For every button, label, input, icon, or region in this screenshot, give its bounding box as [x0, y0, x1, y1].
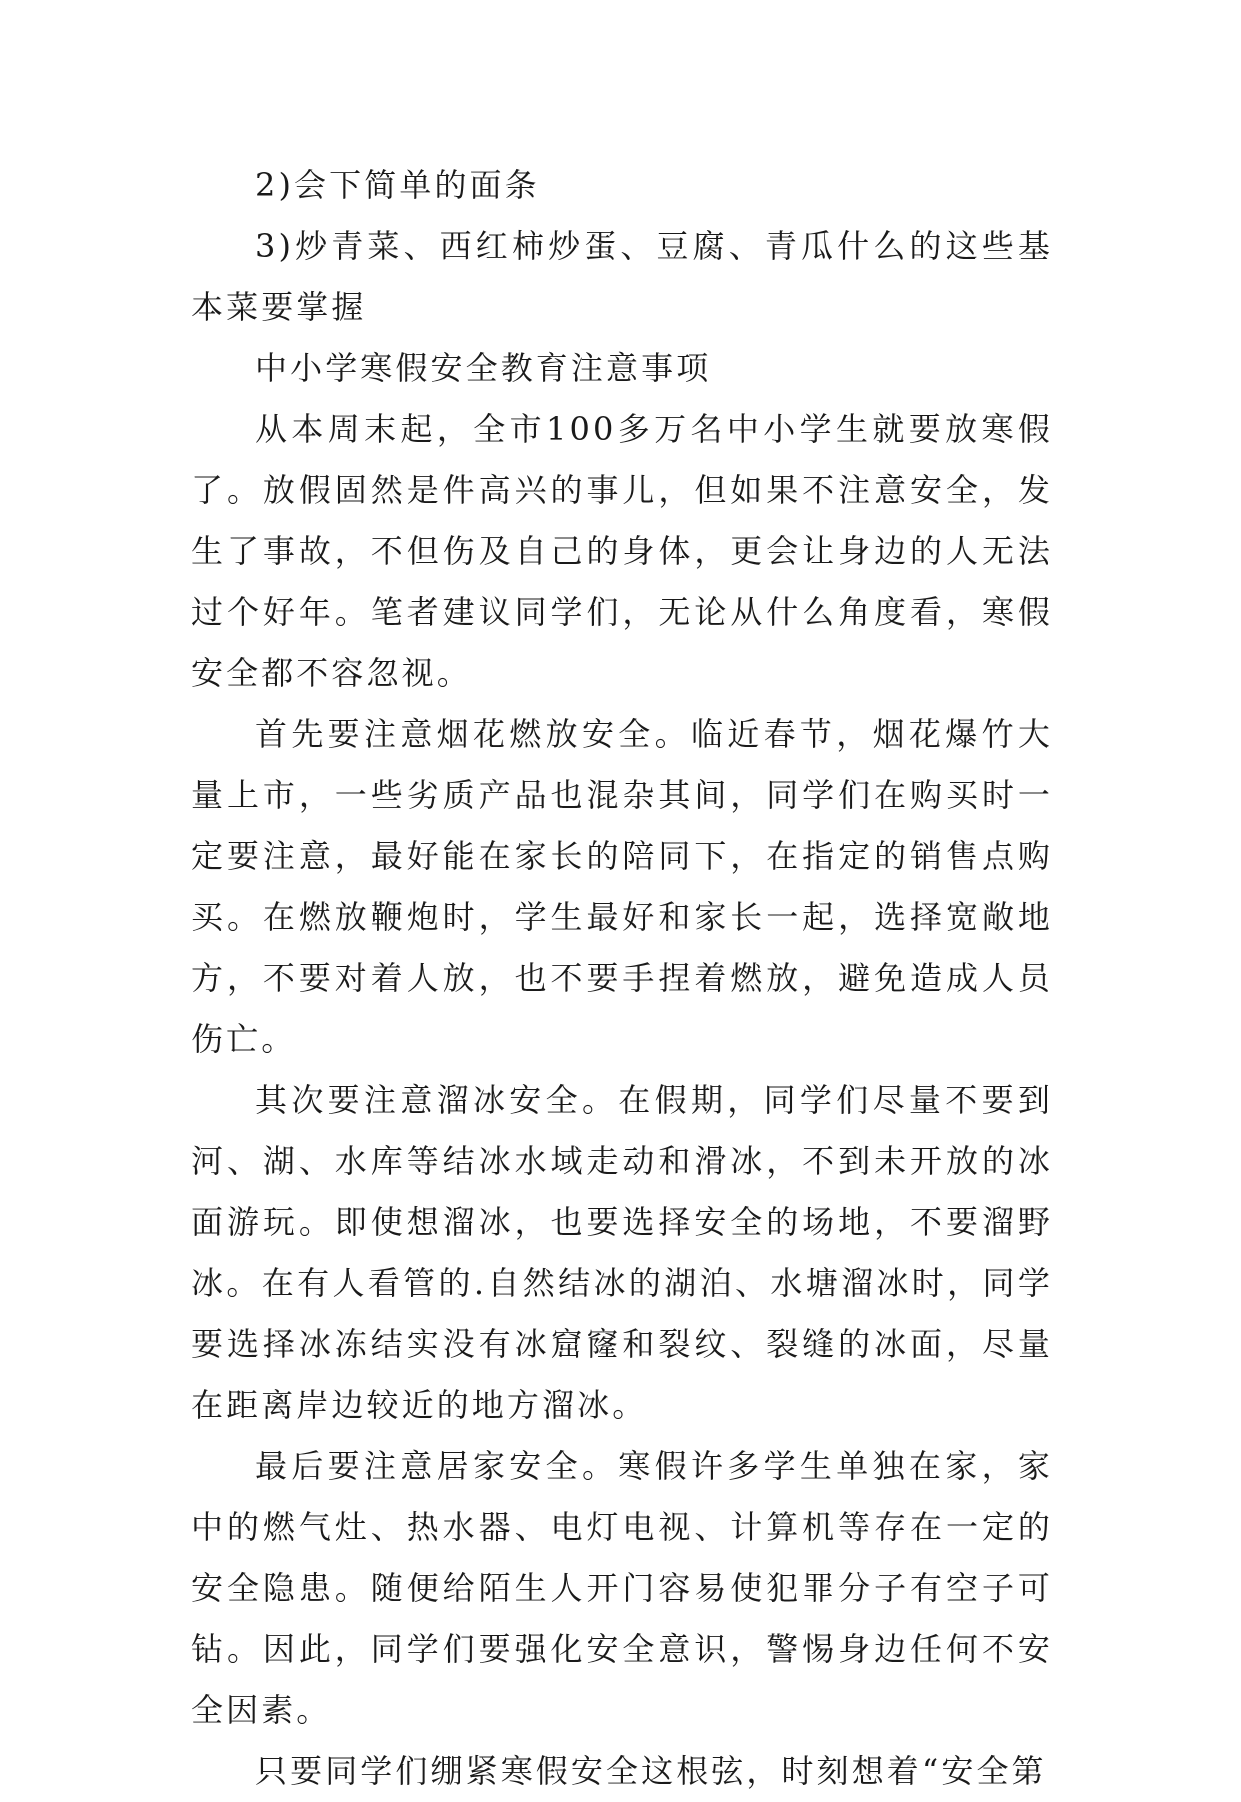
document-body — [191, 155, 1053, 1802]
paragraph-skating-safety: 其次要注意溜冰安全。在假期，同学们尽量不要到河、湖、水库等结冰水域走动和滑冰，不到未开放的冰面游玩。即使想溜冰，也要选择安全的场地，不要溜野冰。在有人看管的.自然结冰的湖泊、水塘溜冰时，同学要选择冰冻结实没有冰窟窿和裂纹、裂缝的冰面，尽量在距离岸边较近的地方溜冰。 — [191, 1081, 1053, 1424]
paragraph-home-safety: 最后要注意居家安全。寒假许多学生单独在家，家中的燃气灶、热水器、电灯电视、计算机等存在一定的安全隐患。随便给陌生人开门容易使犯罪分子有空子可钻。因此，同学们要强化安全意识，警惕身边任何不安全因素。 — [191, 1447, 1053, 1729]
paragraph-intro: 从本周末起，全市100多万名中小学生就要放寒假了。放假固然是件高兴的事儿，但如果不注意安全，发生了事故，不但伤及自己的身体，更会让身边的人无法过个好年。笔者建议同学们，无论从什么角度看，寒假安全都不容忽视。 — [191, 410, 1053, 692]
list-item-basic-dishes: 3)炒青菜、西红柿炒蛋、豆腐、青瓜什么的这些基本菜要掌握 — [191, 227, 1053, 326]
list-item-noodles: 2)会下简单的面条 — [255, 166, 540, 204]
paragraph-fireworks-safety: 首先要注意烟花燃放安全。临近春节，烟花爆竹大量上市，一些劣质产品也混杂其间，同学们在购买时一定要注意，最好能在家长的陪同下，在指定的销售点购买。在燃放鞭炮时，学生最好和家长一起，选择宽敞地方，不要对着人放，也不要手捏着燃放，避免造成人员伤亡。 — [191, 715, 1053, 1058]
section-title: 中小学寒假安全教育注意事项 — [255, 349, 712, 387]
paragraph-conclusion: 只要同学们绷紧寒假安全这根弦，时刻想着“安全第 — [255, 1752, 1047, 1790]
